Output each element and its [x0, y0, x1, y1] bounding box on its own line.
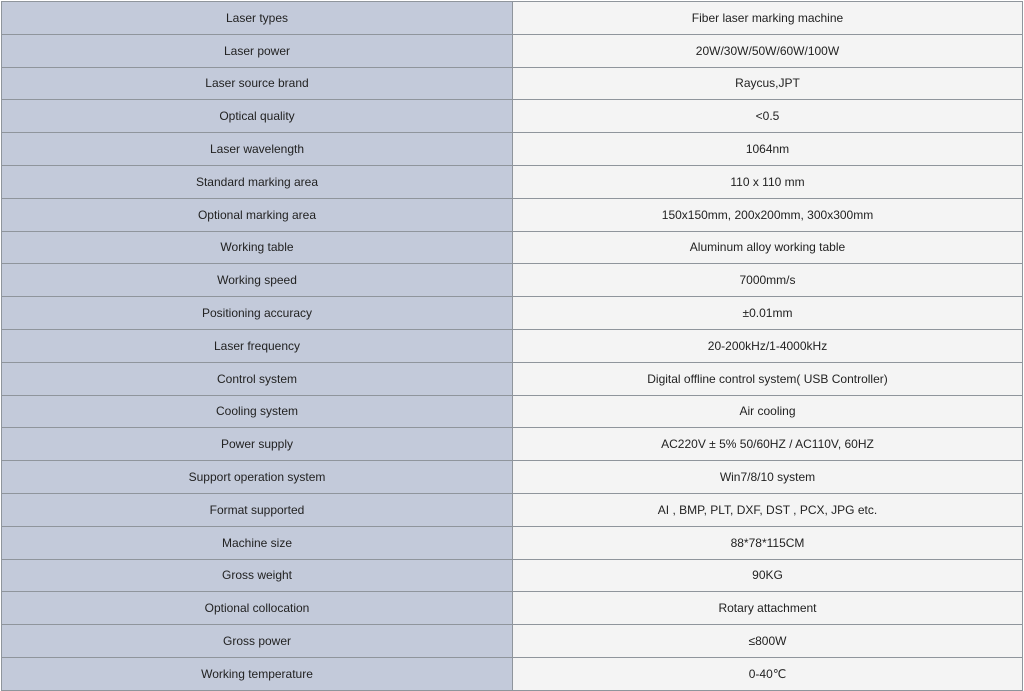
- spec-label: Standard marking area: [2, 165, 513, 198]
- spec-label: Support operation system: [2, 461, 513, 494]
- spec-label: Cooling system: [2, 395, 513, 428]
- spec-label: Laser types: [2, 2, 513, 35]
- spec-label: Laser wavelength: [2, 133, 513, 166]
- spec-value: ±0.01mm: [513, 297, 1023, 330]
- spec-value: AC220V ± 5% 50/60HZ / AC110V, 60HZ: [513, 428, 1023, 461]
- spec-label: Positioning accuracy: [2, 297, 513, 330]
- spec-row-gross-power: [2, 625, 1023, 658]
- spec-row-format-supported: [2, 493, 1023, 526]
- spec-row-standard-marking-area: [2, 165, 1023, 198]
- spec-label: Working temperature: [2, 657, 513, 690]
- spec-value: 90KG: [513, 559, 1023, 592]
- spec-value: Win7/8/10 system: [513, 461, 1023, 494]
- spec-row-control-system: [2, 362, 1023, 395]
- spec-row-working-table: [2, 231, 1023, 264]
- spec-row-gross-weight: [2, 559, 1023, 592]
- spec-label: Optical quality: [2, 100, 513, 133]
- spec-row-optical-quality: [2, 100, 1023, 133]
- spec-value: ≤800W: [513, 625, 1023, 658]
- spec-value: Raycus,JPT: [513, 67, 1023, 100]
- spec-label: Laser power: [2, 34, 513, 67]
- spec-row-power-supply: [2, 428, 1023, 461]
- spec-label: Optional marking area: [2, 198, 513, 231]
- spec-value: 88*78*115CM: [513, 526, 1023, 559]
- spec-label: Format supported: [2, 493, 513, 526]
- spec-row-laser-wavelength: [2, 133, 1023, 166]
- spec-row-cooling-system: [2, 395, 1023, 428]
- spec-row-machine-size: [2, 526, 1023, 559]
- spec-row-laser-frequency: [2, 329, 1023, 362]
- specifications-table-body: [2, 2, 1023, 691]
- spec-label: Control system: [2, 362, 513, 395]
- spec-label: Working speed: [2, 264, 513, 297]
- spec-label: Working table: [2, 231, 513, 264]
- spec-value: <0.5: [513, 100, 1023, 133]
- spec-value: Aluminum alloy working table: [513, 231, 1023, 264]
- spec-value: 20W/30W/50W/60W/100W: [513, 34, 1023, 67]
- specifications-table: [1, 1, 1023, 691]
- spec-row-optional-marking-area: [2, 198, 1023, 231]
- spec-row-laser-source-brand: [2, 67, 1023, 100]
- spec-value: 110 x 110 mm: [513, 165, 1023, 198]
- spec-value: 0-40℃: [513, 657, 1023, 690]
- spec-row-laser-types: [2, 2, 1023, 35]
- spec-label: Optional collocation: [2, 592, 513, 625]
- spec-value: 20-200kHz/1-4000kHz: [513, 329, 1023, 362]
- spec-label: Machine size: [2, 526, 513, 559]
- spec-value: 150x150mm, 200x200mm, 300x300mm: [513, 198, 1023, 231]
- spec-label: Laser source brand: [2, 67, 513, 100]
- spec-row-support-operation-system: [2, 461, 1023, 494]
- spec-value: Rotary attachment: [513, 592, 1023, 625]
- spec-value: Air cooling: [513, 395, 1023, 428]
- spec-row-positioning-accuracy: [2, 297, 1023, 330]
- spec-label: Laser frequency: [2, 329, 513, 362]
- spec-row-working-temperature: [2, 657, 1023, 690]
- spec-value: Digital offline control system( USB Controller): [513, 362, 1023, 395]
- spec-value: 7000mm/s: [513, 264, 1023, 297]
- spec-row-optional-collocation: [2, 592, 1023, 625]
- spec-row-working-speed: [2, 264, 1023, 297]
- spec-label: Gross weight: [2, 559, 513, 592]
- spec-value: 1064nm: [513, 133, 1023, 166]
- spec-label: Gross power: [2, 625, 513, 658]
- spec-label: Power supply: [2, 428, 513, 461]
- spec-row-laser-power: [2, 34, 1023, 67]
- spec-value: Fiber laser marking machine: [513, 2, 1023, 35]
- spec-value: AI , BMP, PLT, DXF, DST , PCX, JPG etc.: [513, 493, 1023, 526]
